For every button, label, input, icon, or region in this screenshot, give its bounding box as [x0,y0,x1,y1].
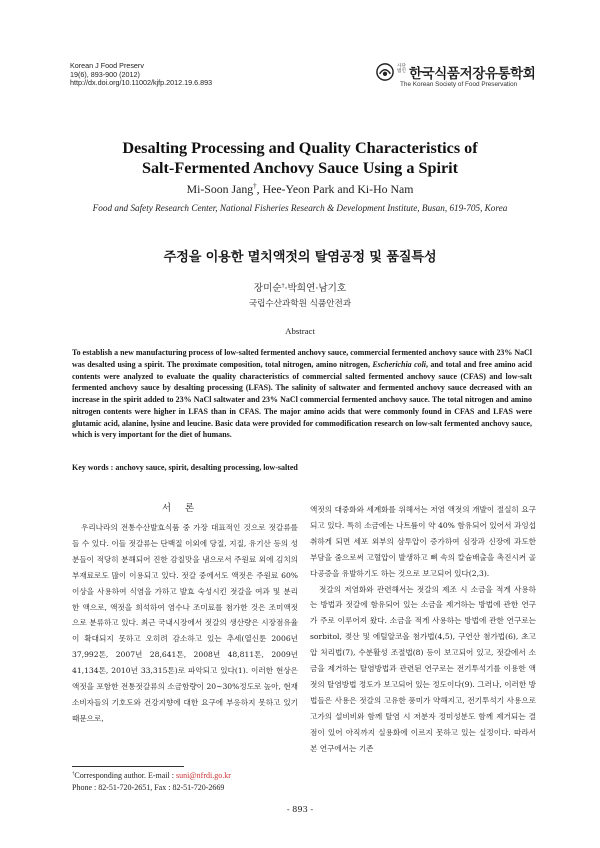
body-left-column [72,520,298,727]
paragraph: 우리나라의 전통수산발효식품 중 가장 대표적인 것으로 젓갈류를 들 수 있다. 이들 젓갈류는 단백질 이외에 당질, 지질, 유기산 등의 성분들이 적당히 분해되어 진한 감칠맛을 냄으로서 주원료 외에 김치의 부재료로도 많이 이용되고 있다. 젓갈 중에서도 액젓은 주원료 60% 이상을 사용하여 식염을 가하고 발효 숙성시킨 젓갈을 여과 및 분리한 액으로, 액젓을 희석하여 염수나 조미료를 첨가한 것은 조미액젓으로 분류하고 있다. 최근 국내시장에서 젓갈의 생산량은 시장점유율이 확대되지 못하고 오히려 감소하고 있는 추세(열신툰 2006년 37,992톤, 2007년 28,641톤, 2008년 48,811톤, 2009년 41,134톤, 2010년 33,315톤)로 파악되고 있다(1). 이러한 현상은 액젓을 포함한 전통젓갈류의 소금함량이 20∼30%정도로 높아, 현재 소비자들의 기호도와 건강지향에 대한 요구에 부응하지 못하고 있기 때문으로, [72,523,298,723]
corresponding-mark: † [253,182,257,191]
abstract-text-species: Escherichia coli [372,359,426,369]
paper-title-kr: 주정을 이용한 멸치액젓의 탈염공정 및 품질특성 [163,250,437,265]
footnote [72,770,298,793]
paper-title-en [60,138,540,178]
authors-rest-kr: ·박희연·남기호 [284,283,347,294]
affiliation-en: Food and Safety Research Center, National Fisheries Research & Development Institute, Busan, 619-705, Korea [92,203,508,213]
paper-title-en-line2: Salt-Fermented Anchovy Sauce Using a Spirit [141,159,459,177]
authors-kr [60,280,540,294]
footnote-divider [72,766,184,767]
corresponding-mark-kr: † [281,282,285,289]
authors-rest-en: , Hee-Yeon Park and Ki-Ho Nam [256,182,414,196]
section-title-introduction: 서론 [161,503,209,514]
paper-title-en-line1: Desalting Processing and Quality Characteristics of [122,139,478,157]
paragraph: 젓갈의 저염화와 관련해서는 젓갈의 제조 시 소금을 적게 사용하는 방법과 젓갈에 함유되어 있는 소금을 제거하는 방법에 관한 연구가 주로 이루어져 왔다. 소금을 적게 사용하는 방법에 관한 연구로는 sorbitol, 젖산 및 에틸알코올 첨가법(4,5), 구연산 첨가법(6), 초고압 처리법(7), 수분활성 조절법(8) 등이 보고되어 있고, 젓갈에서 소금을 제거하는 탈염방법과 관련된 연구로는 전기투석기를 이용한 액젓의 탈염방법 정도가 보고되어 있는 정도이다(9). 그러나, 이러한 방법들은 사용은 젓갈의 고유한 풍미가 약해지고, 전기투석기 사용으로 고가의 설비비와 함께 탈염 시 저분자 정미성분도 함께 제거되는 결점이 있어 아직까지 실용화에 이르지 못하고 있는 실정이다. 따라서 본 연구에서는 기존 [310,584,536,753]
journal-citation [70,62,330,88]
abstract-text [72,347,532,441]
society-name-en: The Korean Society of Food Preservation [400,81,518,88]
footnote-label: Corresponding author. E-mail : [74,771,176,780]
keywords: Key words : anchovy sauce, spirit, desalting processing, low-salted [72,463,298,472]
society-name-kr: 한국식품저장유통학회 [409,66,536,82]
society-prefix: 사단법인 [397,64,406,74]
society-emblem-icon [376,63,394,81]
abstract-text-part1: To establish a new manufacturing process of low-salted fermented anchovy sauce, commercial fermented anchovy sauce with 23% NaCl was desalted using a spirit. The proximate composition, total nitrogen, amino nitrogen, [72,348,532,369]
journal-volume: 19(6), 893-900 (2012) [70,69,140,79]
footnote-email-line [72,770,298,782]
body-right-column [310,502,536,757]
author-email-link[interactable]: suni@nfrdi.go.kr [175,771,231,780]
paragraph: 액젓의 대중화와 세계화를 위해서는 저염 액젓의 개발이 절실히 요구되고 있다. 특히 소금에는 나트륨이 약 40% 함유되어 있어서 과잉섭취하게 되면 세포 외부의 삼투압이 증가하여 심장과 신장에 과도한 부담을 줌으로써 고혈압이 발생하고 뼈 속의 칼슘배출을 촉진시켜 골다공증을 유발하기도 하는 것으로 보고되어 있다(2,3). [310,505,536,578]
journal-name: Korean J Food Preserv [70,61,144,70]
author-first-kr: 장미순 [253,283,282,294]
page-number: - 893 - [286,804,314,814]
footnote-phone: Phone : 82-51-720-2651, Fax : 82-51-720-2669 [72,782,225,792]
doi-link[interactable]: http://dx.doi.org/10.11002/kjfp.2012.19.6.893 [70,78,213,88]
society-logo [376,62,556,96]
affiliation-kr: 국립수산과학원 식품안전과 [248,299,352,309]
authors-en [60,182,540,197]
author-first-en: Mi-Soon Jang [186,182,254,196]
footnote-mark: † [72,771,75,777]
abstract-text-part2: , and total and free amino acid contents were analyzed to evaluate the quality characteristics of commercial salted fermented anchovy sauce (CFAS) and low-salt fermented anchovy sauce by desalting processing (LFAS). The salinity of saltwater and fermented anchovy sauce decreased with an increase in the spirit added to 23% NaCl saltwater and 23% NaCl commercial fermented anchovy sauce. The total nitrogen and amino nitrogen contents were higher in LFAS than in CFAS. The major amino acids that were commonly found in CFAS and LFAS were glutamic acid, alanine, lysine and leucine. Basic data were provided for commodification research on low-salt fermented anchovy sauce, which is very important for the diet of humans. [72,359,533,440]
abstract-heading: Abstract [285,326,315,336]
